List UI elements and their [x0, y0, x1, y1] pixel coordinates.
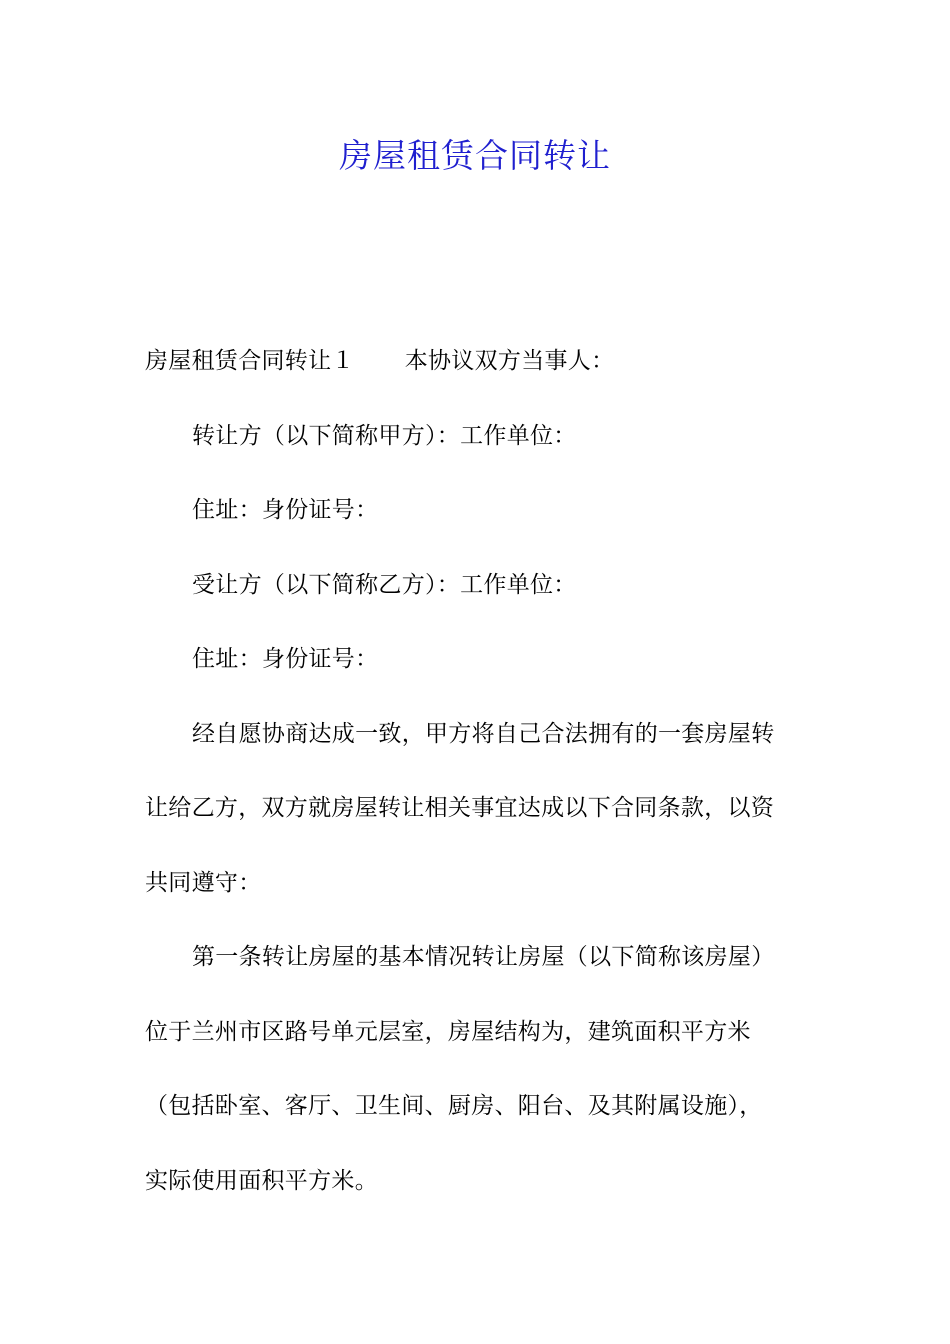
section-heading: 房屋租赁合同转让１: [145, 348, 355, 374]
transferor-address-line: 住址：身份证号：: [192, 497, 379, 523]
transferor-line: 转让方（以下简称甲方）：工作单位：: [192, 422, 577, 449]
transferee-address-line: 住址：身份证号：: [192, 646, 379, 672]
article-one-line-2: 位于兰州市区路号单元层室，房屋结构为，建筑面积平方米: [145, 1018, 751, 1045]
agreement-line-2: 让给乙方，双方就房屋转让相关事宜达成以下合同条款，以资: [145, 795, 775, 821]
article-one-line-4: 实际使用面积平方米。: [145, 1167, 378, 1194]
agreement-line-1: 经自愿协商达成一致，甲方将自己合法拥有的一套房屋转: [192, 720, 775, 747]
transferee-line: 受让方（以下简称乙方）：工作单位：: [192, 571, 577, 598]
document-title: 房屋租赁合同转让: [339, 136, 611, 175]
article-one-line-3: （包括卧室、客厅、卫生间、厨房、阳台、及其附属设施），: [145, 1093, 763, 1119]
article-one-line-1: 第一条转让房屋的基本情况转让房屋（以下简称该房屋）: [192, 944, 775, 970]
parties-intro: 本协议双方当事人：: [404, 348, 615, 374]
agreement-line-3: 共同遵守：: [145, 869, 262, 896]
document-body: [145, 337, 810, 1231]
paragraph-line-intro: [145, 337, 810, 412]
